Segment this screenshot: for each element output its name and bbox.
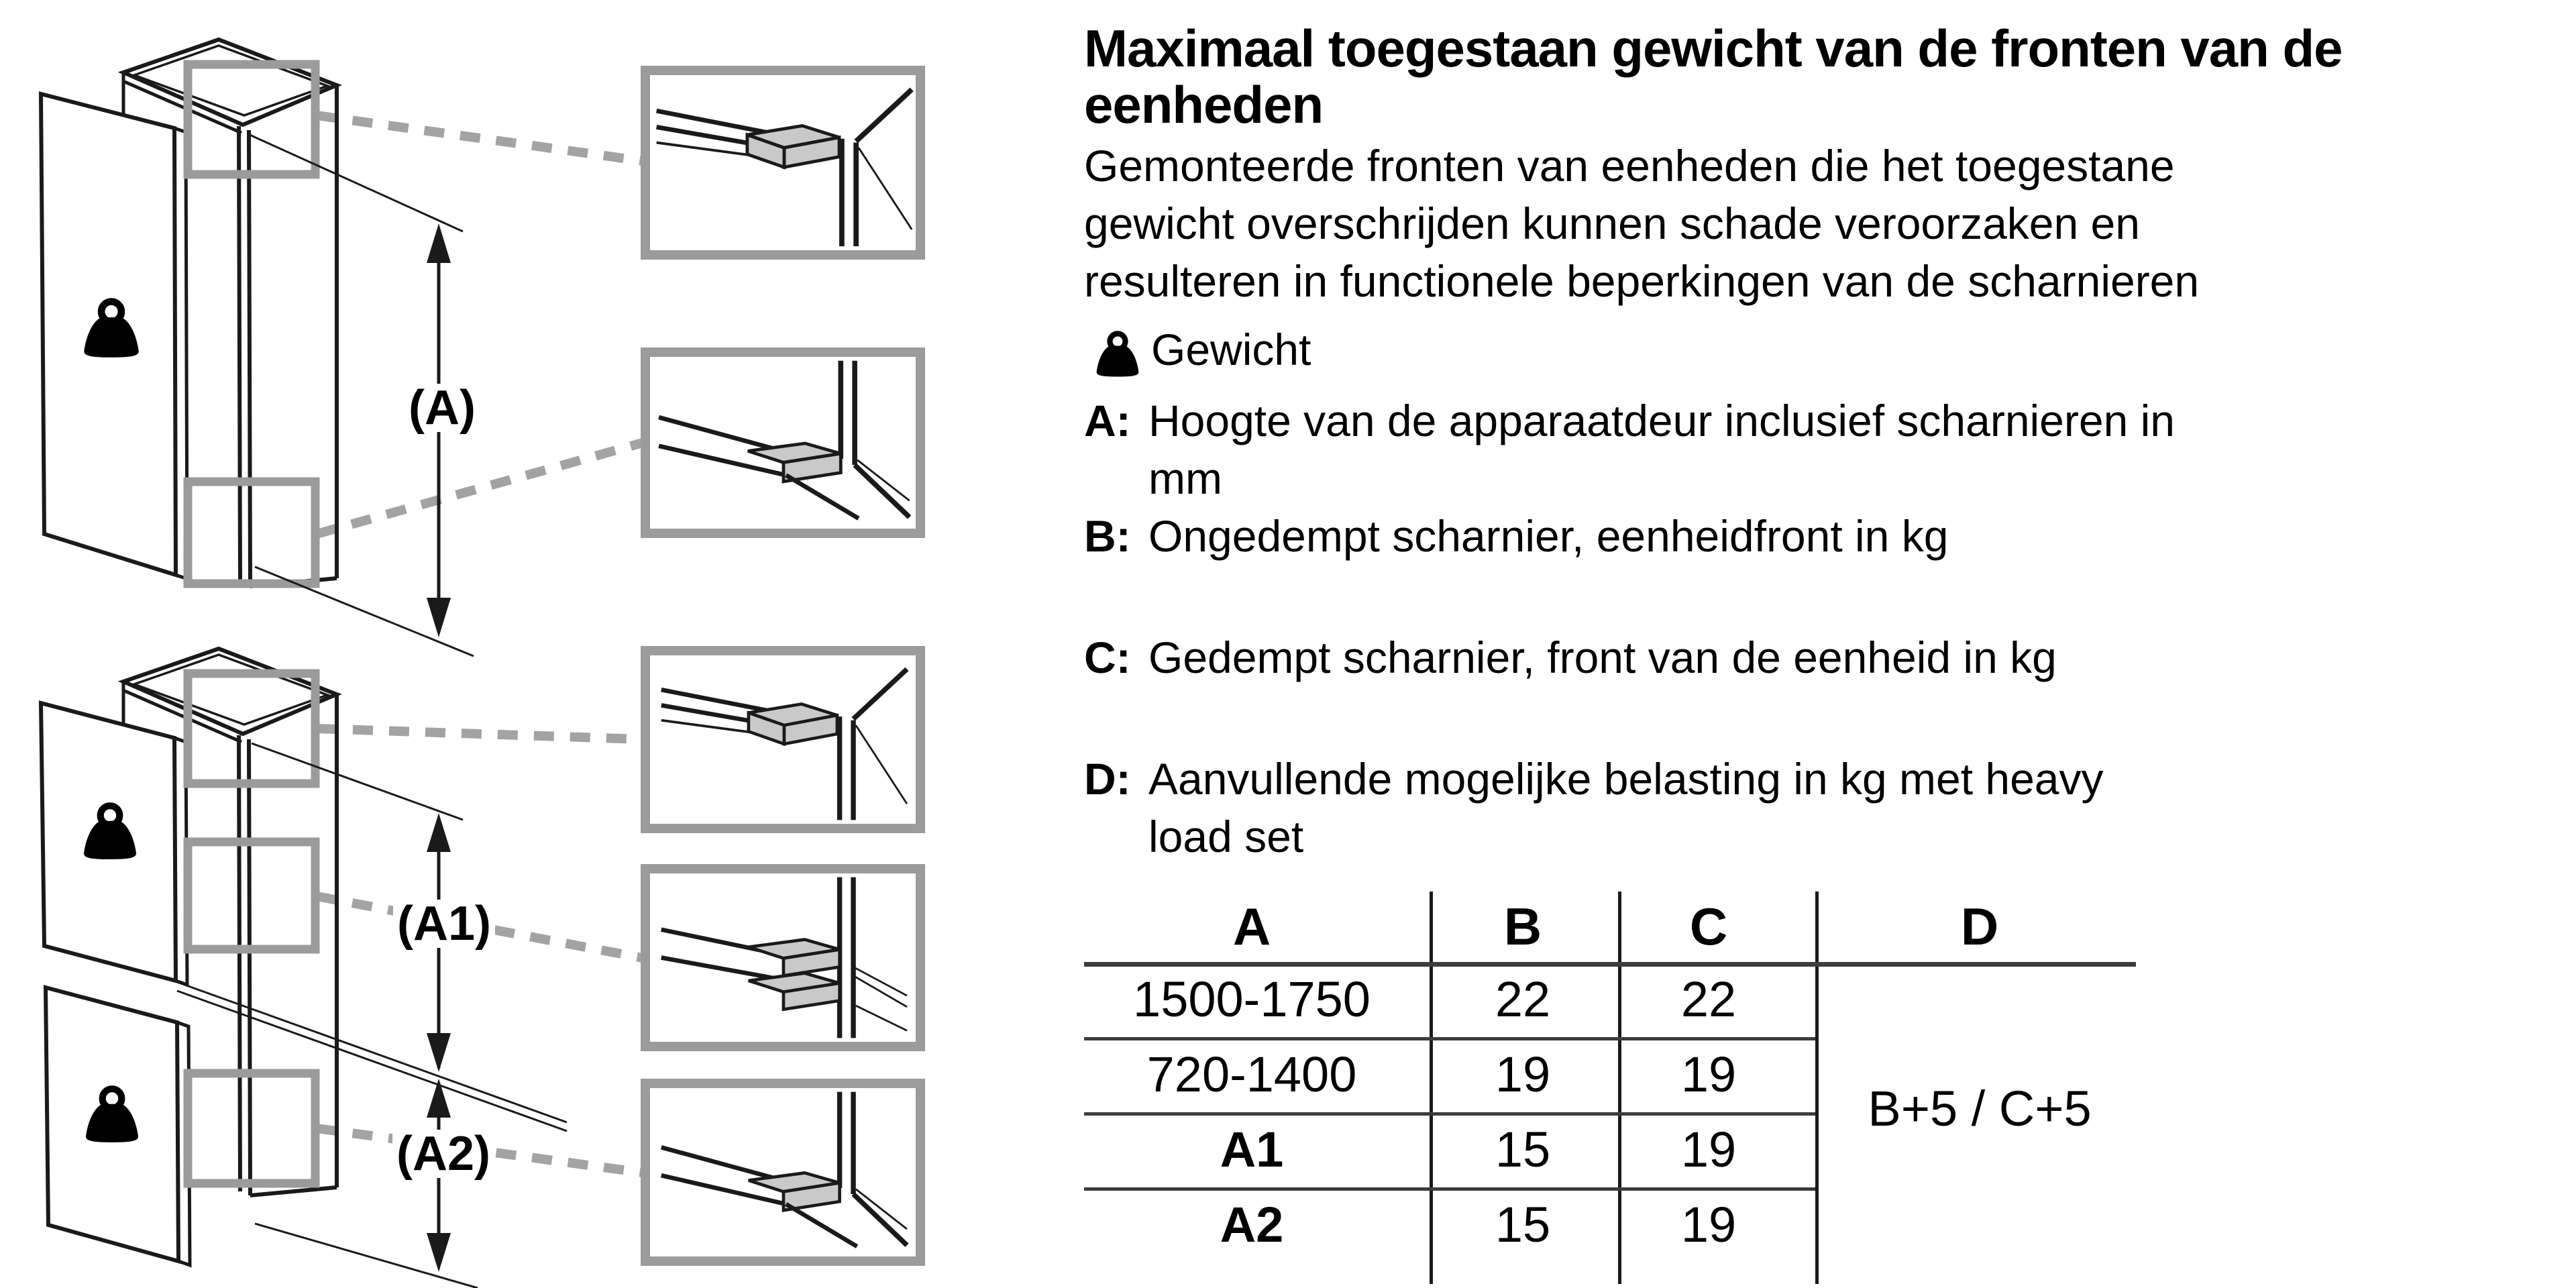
table-cell-b-row2: 19 bbox=[1495, 1046, 1551, 1102]
title-line-1: Maximaal toegestaan gewicht van de fronten van de bbox=[1084, 19, 2343, 78]
legend-text-line: Hoogte van de apparaatdeur inclusief scharnieren in bbox=[1148, 396, 2175, 445]
page-title bbox=[1084, 20, 2570, 133]
legend-list bbox=[1084, 321, 2570, 865]
table-rule-vertical bbox=[1430, 892, 1433, 1284]
dimension-label-A2: (A2) bbox=[392, 1130, 494, 1178]
table-cell-b-row1: 22 bbox=[1495, 971, 1551, 1027]
diagram-single-door bbox=[41, 40, 474, 656]
detail-box-3 bbox=[645, 651, 920, 828]
legend-text-line: load set bbox=[1148, 812, 1304, 861]
legend-text-gewicht bbox=[1151, 321, 2570, 378]
weight-table bbox=[1084, 892, 2137, 1288]
diagram-double-door bbox=[41, 649, 567, 1288]
table-cell-c-row2: 19 bbox=[1680, 1046, 1737, 1102]
hinge-highlight-middle bbox=[188, 842, 315, 949]
table-cell-a-row1: 1500-1750 bbox=[1133, 971, 1371, 1027]
table-cell-d-merged: B+5 / C+5 bbox=[1868, 1081, 2092, 1136]
legend-text-line: mm bbox=[1148, 453, 1222, 503]
intro-line-2: gewicht overschrijden kunnen schade veroorzaken en bbox=[1084, 199, 2140, 248]
legend-text-d bbox=[1148, 750, 2570, 865]
table-header-D: D bbox=[1960, 897, 1999, 956]
detail-box-4 bbox=[645, 869, 920, 1046]
legend-text-b bbox=[1148, 507, 2570, 565]
table-header-A: A bbox=[1232, 897, 1271, 956]
legend-item-gewicht bbox=[1084, 321, 2570, 392]
legend-item-a bbox=[1084, 392, 2570, 507]
intro-line-1: Gemonteerde fronten van eenheden die het toegestane bbox=[1084, 141, 2175, 191]
intro-paragraph bbox=[1084, 137, 2570, 310]
table-cell-a-row3: A1 bbox=[1220, 1122, 1284, 1177]
dimension-label-A: (A) bbox=[405, 384, 480, 432]
legend-key-b: B: bbox=[1084, 511, 1131, 561]
door-divider-line bbox=[177, 982, 567, 1131]
table-row-rule bbox=[1084, 1112, 1815, 1116]
table-header-B: B bbox=[1503, 897, 1542, 956]
table-cell-c-row4: 19 bbox=[1680, 1197, 1737, 1252]
legend-item-d bbox=[1084, 750, 2570, 865]
legend-item-c bbox=[1084, 629, 2570, 686]
illustration-canvas bbox=[0, 0, 1073, 1288]
legend-text-a bbox=[1148, 392, 2570, 507]
legend-icon-cell bbox=[1084, 321, 1151, 392]
table-row-rule bbox=[1084, 1037, 1815, 1040]
legend-text-line: Ongedempt scharnier, eenheidfront in kg bbox=[1148, 511, 1949, 561]
detail-box-1 bbox=[645, 70, 920, 255]
detail-box-5 bbox=[645, 1083, 920, 1261]
table-cell-b-row3: 15 bbox=[1495, 1122, 1551, 1177]
table-header-rule bbox=[1084, 962, 2136, 967]
table-cell-a-row2: 720-1400 bbox=[1146, 1046, 1357, 1102]
legend-key-c: C: bbox=[1084, 633, 1131, 682]
table-cell-c-row3: 19 bbox=[1680, 1122, 1737, 1177]
table-header-C: C bbox=[1689, 897, 1728, 956]
legend-key-a: A: bbox=[1084, 396, 1131, 445]
title-line-2: eenheden bbox=[1084, 75, 1324, 134]
weight-icon bbox=[1084, 325, 1151, 378]
table-rule-vertical bbox=[1618, 892, 1621, 1284]
legend-text-line: Aanvullende mogelijke belasting in kg met heavy bbox=[1148, 754, 2104, 804]
legend-text-line: Gedempt scharnier, front van de eenheid in kg bbox=[1148, 633, 2057, 682]
table-cell-a-row4: A2 bbox=[1220, 1197, 1284, 1252]
table-row-rule bbox=[1084, 1187, 1815, 1191]
table-cell-b-row4: 15 bbox=[1495, 1197, 1551, 1252]
legend-text-c bbox=[1148, 629, 2570, 686]
text-column bbox=[1084, 20, 2570, 865]
intro-line-3: resulteren in functionele beperkingen van de scharnieren bbox=[1084, 256, 2200, 306]
legend-key-d: D: bbox=[1084, 754, 1131, 804]
legend-text-line: Gewicht bbox=[1151, 325, 1311, 374]
legend-item-b bbox=[1084, 507, 2570, 565]
dashed-leader-lines bbox=[317, 115, 643, 1173]
dimension-label-A1: (A1) bbox=[393, 900, 495, 948]
detail-box-2 bbox=[645, 352, 920, 533]
table-rule-vertical bbox=[1815, 892, 1819, 1284]
table-cell-c-row1: 22 bbox=[1680, 971, 1737, 1027]
